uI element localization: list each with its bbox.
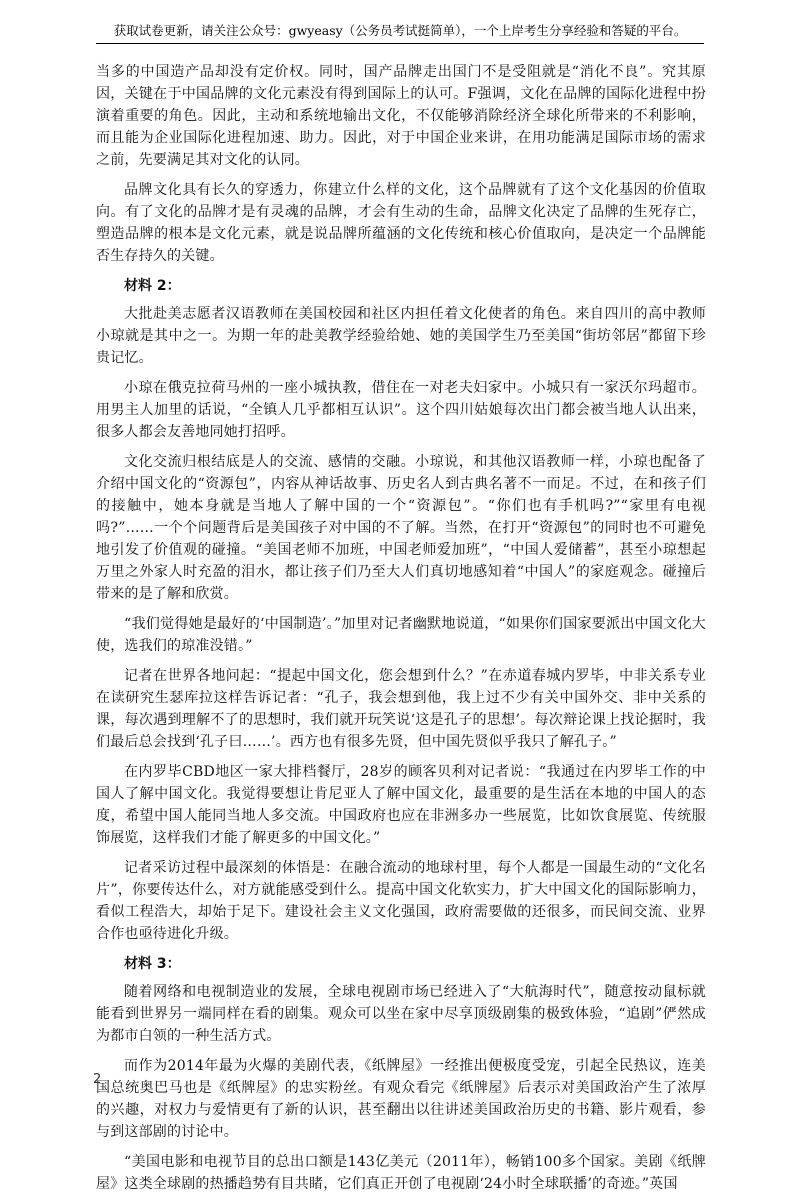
page-number: 2 [93,1072,102,1087]
paragraph: 记者采访过程中最深刻的体悟是：在融合流动的地球村里，每个人都是一国最生动的“文化名片”，你要传达什么，对方就能感受到什么。提高中国文化软实力，扩大中国文化的国际影响力，看似工程浩大，却始于足下。建设社会主义文化强国，政府需要做的还很多，而民间交流、业界合作也亟待进化升级。 [96,860,706,942]
page-header: 获取试卷更新，请关注公众号：gwyeasy（公务员考试挺简单），一个上岸考生分享经验和答疑的平台。 [113,23,687,38]
paragraph: 而作为2014年最为火爆的美剧代表，《纸牌屋》一经推出便极度受宠，引起全民热议，连美国总统奥巴马也是《纸牌屋》的忠实粉丝。有观众看完《纸牌屋》后表示对美国政治产生了浓厚的兴趣，对权力与爱情更有了新的认识，甚至翻出以往讲述美国政治历史的书籍、影片观看，参与到这部剧的讨论中。 [96,1058,706,1140]
paragraph: 文化交流归根结底是人的交流、感情的交融。小琼说，和其他汉语教师一样，小琼也配备了介绍中国文化的“资源包”，内容从神话故事、历史名人到古典名著不一而足。不过，在和孩子们的接触中，她本身就是当地人了解中国的一个“资源包”。“你们也有手机吗?”“家里有电视吗?”……一个个问题背后是美国孩子对中国的不了解。当然，在打开“资源包”的同时也不可避免地引发了价值观的碰撞。“美国老师不加班，中国老师爱加班”，“中国人爱储蓄”，甚至小琼想起万里之外家人时充盈的泪水，都让孩子们乃至大人们真切地感知着“中国人”的家庭观念。碰撞后带来的是了解和欣赏。 [96,454,706,602]
header-divider [96,43,704,44]
document-body [96,61,706,1203]
paragraph: 随着网络和电视制造业的发展，全球电视剧市场已经进入了“大航海时代”，随意按动鼠标就能看到世界另一端同样在看的剧集。观众可以坐在家中尽享顶级剧集的极致体验，“追剧”俨然成为都市白领的一种生活方式。 [96,984,706,1044]
paragraph: 品牌文化具有长久的穿透力，你建立什么样的文化，这个品牌就有了这个文化基因的价值取向。有了文化的品牌才是有灵魂的品牌，才会有生动的生命，品牌文化决定了品牌的生死存亡，塑造品牌的根本是文化元素，就是说品牌所蕴涵的文化传统和核心价值取向，是决定一个品牌能否生存持久的关键。 [96,182,706,264]
paragraph: 当多的中国造产品却没有定价权。同时，国产品牌走出国门不是受阻就是“消化不良”。究其原因，关键在于中国品牌的文化元素没有得到国际上的认可。F强调，文化在品牌的国际化进程中扮演着重要的角色。因此，主动和系统地输出文化，不仅能够消除经济全球化所带来的不利影响，而且能为企业国际化进程加速、助力。因此，对于中国企业来讲，在用功能满足国际市场的需求之前，先要满足其对文化的认同。 [96,64,706,168]
paragraph: 小琼在俄克拉荷马州的一座小城执教，借住在一对老夫妇家中。小城只有一家沃尔玛超市。用男主人加里的话说，“全镇人几乎都相互认识”。这个四川姑娘每次出门都会被当地人认出来，很多人都会友善地同她打招呼。 [96,380,706,440]
paragraph: 记者在世界各地问起：“提起中国文化，您会想到什么？”在赤道春城内罗毕，中非关系专业在读研究生瑟库拉这样告诉记者：“孔子，我会想到他，我上过不少有关中国外交、非中关系的课，每次遇到理解不了的思想时，我们就开玩笑说‘这是孔子的思想’。每次辩论课上找论据时，我们最后总会找到‘孔子曰……’。西方也有很多先贤，但中国先贤似乎我只了解孔子。” [96,668,706,750]
paragraph: 在内罗毕CBD地区一家大排档餐厅，28岁的顾客贝利对记者说：“我通过在内罗毕工作的中国人了解中国文化。我觉得要想让肯尼亚人了解中国文化，最重要的是生活在本地的中国人的态度，希望中国人能同当地人多交流。中国政府也应在非洲多办一些展览，比如饮食展览、传统服饰展览，这样我们才能了解更多的中国文化。” [96,764,706,846]
paragraph: “美国电影和电视节目的总出口额是143亿美元（2011年），畅销100多个国家。美剧《纸牌屋》这类全球剧的热播趋势有目共睹，它们真正开创了电视剧‘24小时全球联播’的奇迹。”英国 [96,1154,706,1192]
section-heading-material-2: 材料 2： [124,278,181,294]
section-heading-material-3: 材料 3： [124,956,181,972]
paragraph: “我们觉得她是最好的‘中国制造’。”加里对记者幽默地说道，“如果你们国家要派出中国文化大使，选我们的琼准没错。” [96,616,706,654]
paragraph: 大批赴美志愿者汉语教师在美国校园和社区内担任着文化使者的角色。来自四川的高中教师小琼就是其中之一。为期一年的赴美教学经验给她、她的美国学生乃至美国“街坊邻居”都留下珍贵记忆。 [96,306,706,366]
